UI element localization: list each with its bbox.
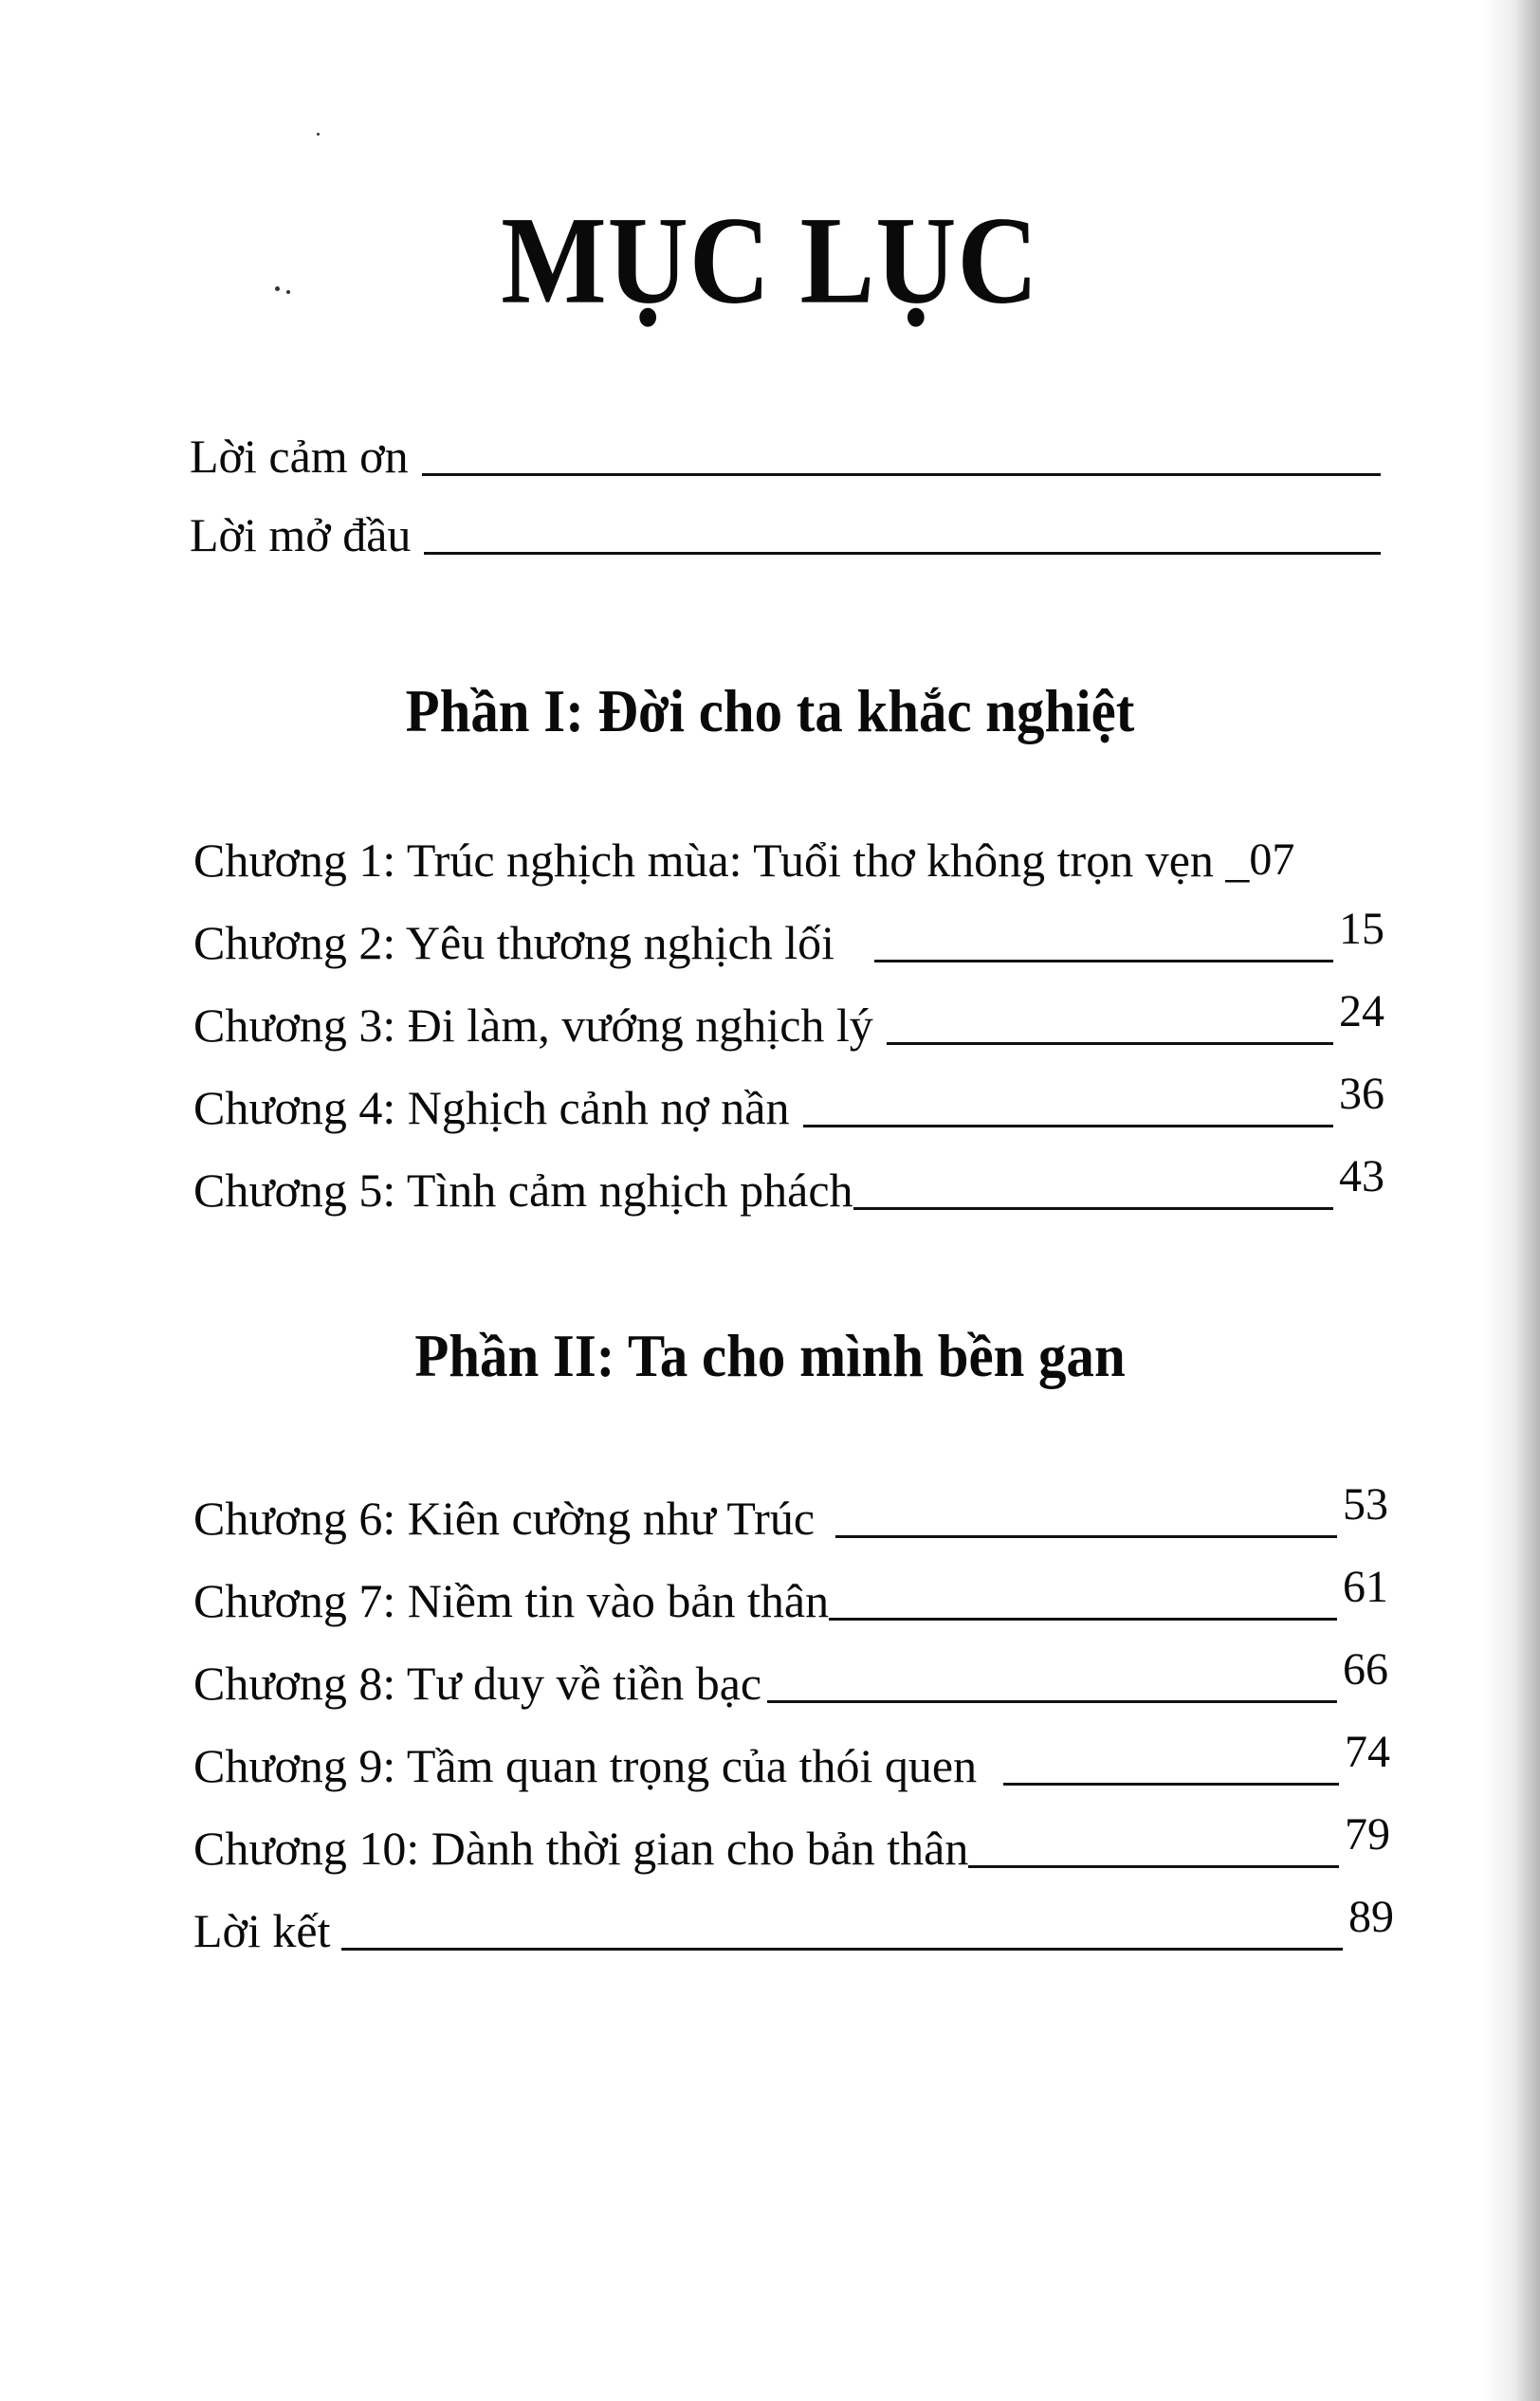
toc-page-number: 66: [1343, 1644, 1388, 1695]
toc-leader-line: [829, 1618, 1337, 1621]
toc-entry-label: Chương 8: Tư duy về tiền bạc: [193, 1657, 762, 1710]
toc-leader-line: [968, 1865, 1339, 1868]
toc-entry-label: Chương 1: Trúc nghịch mùa: Tuổi thơ không trọn vẹn _: [193, 834, 1250, 887]
toc-page-number: 53: [1343, 1479, 1388, 1530]
toc-entry-label: Chương 6: Kiên cường như Trúc: [193, 1492, 816, 1545]
toc-leader-line: [341, 1948, 1343, 1951]
toc-entry-chapter-2: [193, 904, 1384, 972]
toc-leader-line: [835, 1535, 1337, 1538]
toc-leader-line: [874, 960, 1333, 962]
toc-entry-label: Lời cảm ơn: [190, 430, 409, 483]
toc-page-number: 43: [1339, 1151, 1384, 1201]
toc-leader-line: [803, 1125, 1334, 1127]
toc-leader-line: [767, 1700, 1337, 1703]
toc-page-number: 07: [1249, 834, 1295, 885]
toc-entry-chapter-5: [193, 1151, 1384, 1219]
toc-leader-line: [853, 1207, 1333, 1210]
toc-entry-chapter-10: [193, 1809, 1390, 1878]
toc-entry-chapter-4: [193, 1069, 1384, 1137]
toc-page-number: 15: [1339, 904, 1384, 954]
toc-entry-label: Chương 3: Đi làm, vướng nghịch lý: [193, 999, 873, 1052]
toc-entry-loi-cam-on: [190, 427, 1386, 486]
toc-entry-chapter-3: [193, 986, 1384, 1054]
toc-page-number: 89: [1348, 1892, 1394, 1942]
toc-entry-chapter-6: [193, 1479, 1388, 1548]
toc-entry-label: Chương 5: Tình cảm nghịch phách: [193, 1164, 853, 1217]
part-2-heading: Phần II: Ta cho mình bền gan: [414, 1322, 1126, 1389]
toc-page-number: 36: [1339, 1069, 1384, 1119]
toc-entry-label: Lời kết: [193, 1904, 331, 1957]
toc-page-number: 24: [1339, 986, 1384, 1036]
toc-entry-chapter-9: [193, 1727, 1390, 1795]
toc-entry-label: Chương 7: Niềm tin vào bản thân: [193, 1574, 830, 1627]
toc-entry-label: Chương 9: Tầm quan trọng của thói quen: [193, 1739, 978, 1792]
toc-entry-label: Chương 4: Nghịch cảnh nợ nần: [193, 1081, 790, 1134]
toc-leader-line: [887, 1042, 1333, 1045]
toc-page-number: 74: [1345, 1727, 1390, 1777]
toc-entry-label: Chương 2: Yêu thương nghịch lối: [193, 916, 835, 969]
toc-entry-chapter-1: [193, 831, 1384, 889]
toc-entry-chapter-7: [193, 1562, 1388, 1630]
toc-entry-loi-mo-dau: [190, 505, 1386, 564]
page-title: MỤC LỤC: [501, 191, 1039, 330]
toc-entry-label: Chương 10: Dành thời gian cho bản thân: [193, 1822, 969, 1875]
part-1-heading: Phần I: Đời cho ta khắc nghiệt: [405, 677, 1135, 744]
toc-leader-line: [1003, 1783, 1339, 1786]
scan-speck: [317, 133, 320, 136]
toc-entry-label: Lời mở đầu: [190, 508, 412, 561]
toc-page-number: 61: [1343, 1562, 1388, 1612]
toc-entry-chapter-8: [193, 1644, 1388, 1713]
toc-page-number: 79: [1345, 1809, 1390, 1860]
toc-leader-line: [424, 552, 1381, 555]
scan-edge-shadow: [1483, 0, 1540, 2401]
toc-leader-line: [422, 473, 1381, 476]
toc-entry-loi-ket: [193, 1892, 1394, 1960]
